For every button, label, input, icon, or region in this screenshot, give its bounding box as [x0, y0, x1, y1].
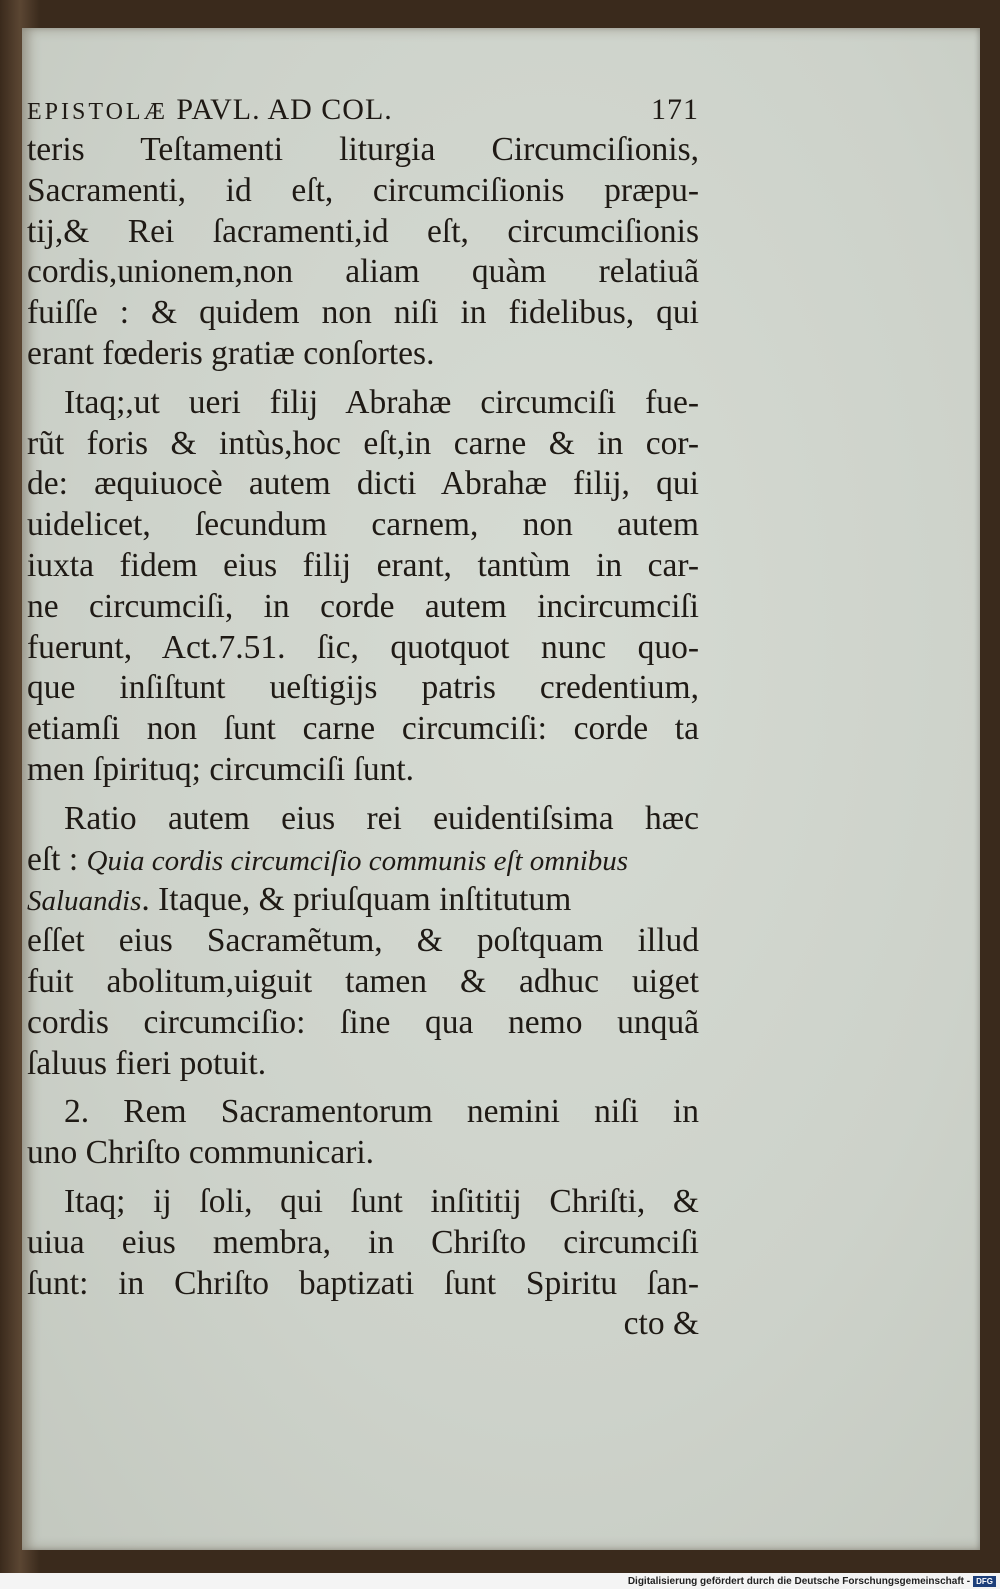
- text-line: Sacramenti, id eſt, circumciſionis præpu-: [27, 171, 699, 209]
- text-line: ne circumciſi, in corde autem incircumciſi: [27, 587, 699, 625]
- text-line: fuerunt, Act.7.51. ſic, quotquot nunc quo-: [27, 628, 699, 666]
- running-head-title: [27, 90, 393, 133]
- text-line: etiamſi non ſunt carne circumciſi: corde ta: [27, 710, 699, 748]
- text-line-rest: . Itaque, & priuſquam inſtitutum: [141, 881, 572, 919]
- text-line: de: æquiuocè autem dicti Abrahæ filij, qui: [27, 465, 699, 503]
- text-line: uno Chriſto communicari.: [27, 1134, 375, 1172]
- footer-credit: Digitalisierung gefördert durch die Deutsche Forschungsgemeinschaft -: [627, 1575, 971, 1587]
- digitization-footer: [0, 1573, 1000, 1589]
- text-line: eſſet eius Sacramẽtum, & poſtquam illud: [27, 922, 699, 960]
- text-line: ſunt: in Chriſto baptizati ſunt Spiritu ſan-: [27, 1264, 699, 1302]
- text-line: cordis,unionem,non aliam quàm relatiuã: [27, 253, 699, 291]
- text-line: iuxta fidem eius filij erant, tantùm in car-: [27, 546, 699, 584]
- page-text: [27, 90, 699, 1345]
- italic-quote-end: Saluandis: [27, 885, 142, 918]
- running-head-title-part1: EPISTOLÆ: [27, 99, 168, 125]
- running-head-title-part2: PAVL. AD COL.: [176, 93, 393, 126]
- text-line: tij,& Rei ſacramenti,id eſt, circumciſionis: [27, 212, 699, 250]
- est-prefix: eſt :: [27, 840, 87, 878]
- text-line: ſaluus fieri potuit.: [27, 1044, 267, 1082]
- book-page: [22, 28, 980, 1550]
- text-line: erant fœderis gratiæ conſortes.: [27, 334, 435, 372]
- dfg-logo: DFG: [973, 1576, 996, 1587]
- text-line: fuiſſe : & quidem non niſi in fidelibus, qui: [27, 294, 699, 332]
- text-line: teris Teſtamenti liturgia Circumciſionis,: [27, 131, 699, 168]
- text-line: men ſpirituq; circumciſi ſunt.: [27, 750, 415, 788]
- text-line: fuit abolitum,uiguit tamen & adhuc uiget: [27, 962, 699, 1000]
- text-line: 2. Rem Sacramentorum nemini niſi in: [64, 1093, 699, 1131]
- text-line-mixed: [27, 840, 699, 881]
- text-line: uidelicet, ſecundum carnem, non autem: [27, 506, 699, 544]
- italic-quote: Quia cordis circumciſio communis eſt omnibus: [86, 844, 629, 877]
- text-line: Ratio autem eius rei euidentiſsima hæc: [64, 799, 699, 837]
- text-line: Itaq;,ut ueri filij Abrahæ circumciſi fue-: [64, 383, 699, 421]
- text-line: Itaq; ij ſoli, qui ſunt inſititij Chriſti, &: [64, 1182, 699, 1220]
- text-line: rũt foris & intùs,hoc eſt,in carne & in cor-: [27, 424, 699, 462]
- text-line: cordis circumciſio: ſine qua nemo unquã: [27, 1003, 699, 1041]
- text-line-mixed: [27, 880, 699, 921]
- page-number: 171: [651, 93, 699, 126]
- running-head: [27, 90, 699, 130]
- catchword: cto &: [623, 1305, 699, 1343]
- text-line: que inſiſtunt ueſtigijs patris credentium,: [27, 669, 699, 707]
- text-line: uiua eius membra, in Chriſto circumciſi: [27, 1223, 699, 1261]
